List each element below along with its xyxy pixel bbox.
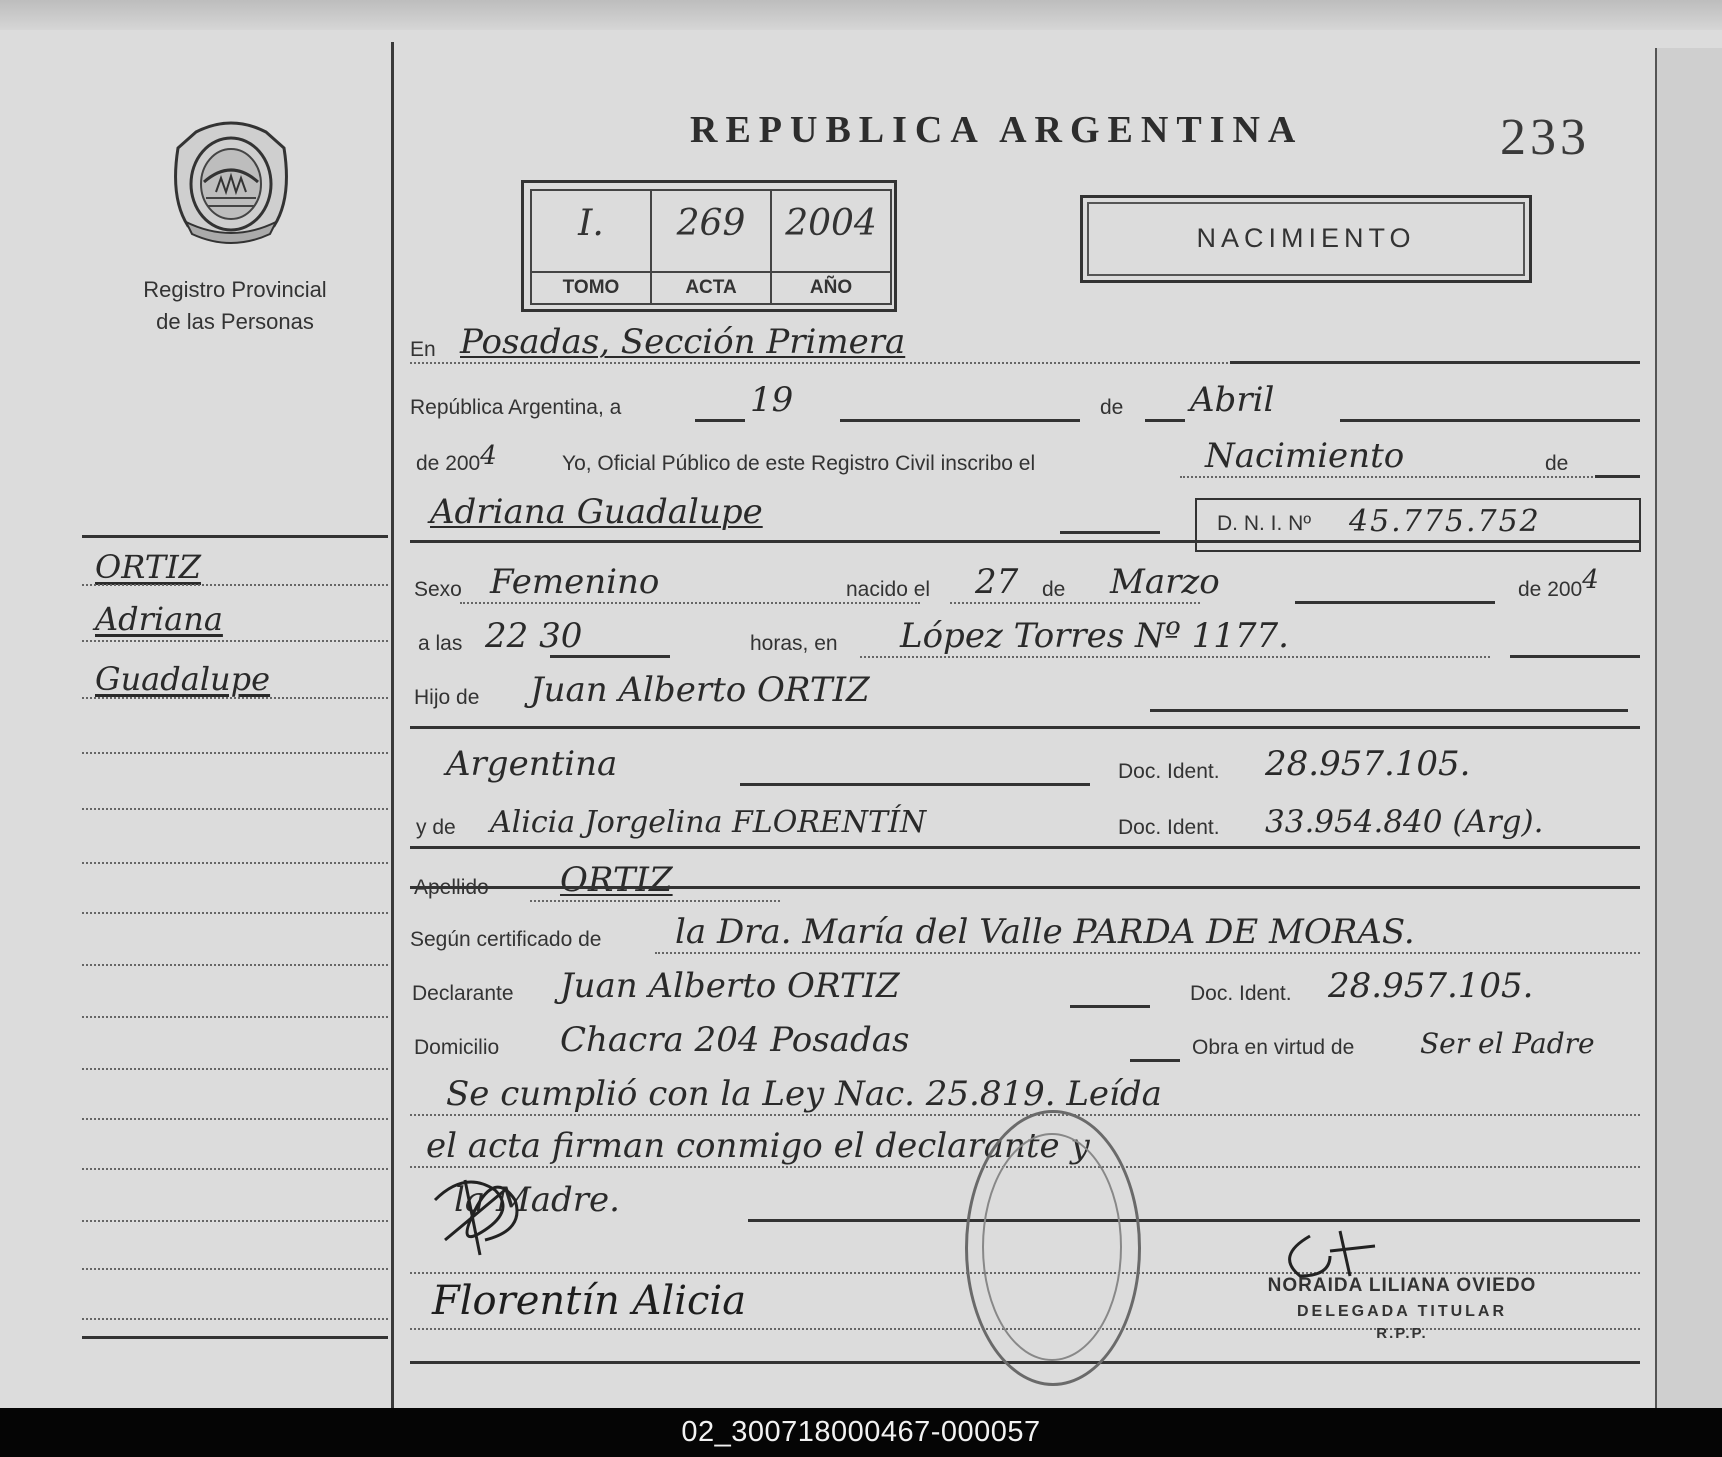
section-rule <box>410 886 1640 889</box>
registry-label <box>110 274 360 338</box>
certificado-label: Según certificado de <box>410 928 602 951</box>
margin-line <box>82 697 388 699</box>
en-label: En <box>410 338 436 361</box>
declarante-value: Juan Alberto ORTIZ <box>560 966 900 1006</box>
padre-value: Juan Alberto ORTIZ <box>530 670 870 710</box>
year-suffix: 4 <box>480 441 497 471</box>
margin-line <box>82 1220 388 1222</box>
tomo-label: TOMO <box>532 271 650 303</box>
official-role: DELEGADA TITULAR <box>1296 1303 1508 1320</box>
footer-filename: 02_300718000467-000057 <box>681 1416 1041 1448</box>
row-declarante <box>410 962 1640 1016</box>
row-nombre <box>410 488 1170 542</box>
section-rule <box>410 726 1640 729</box>
sexo-value: Femenino <box>490 562 660 602</box>
obra-value: Ser el Padre <box>1420 1027 1595 1060</box>
hijo-label: Hijo de <box>414 686 480 709</box>
padre-doc: 28.957.105. <box>1265 744 1471 784</box>
anio-label: AÑO <box>772 271 890 303</box>
certificado-value: la Dra. María del Valle PARDA DE MORAS. <box>675 912 1415 952</box>
hora-value: 22 30 <box>485 616 583 656</box>
footer-bar <box>0 1408 1722 1457</box>
margin-name2: Guadalupe <box>95 660 271 698</box>
margin-line <box>82 808 388 810</box>
madre-value: Alicia Jorgelina FLORENTÍN <box>490 805 927 840</box>
lugar-value: López Torres Nº 1177. <box>900 616 1289 656</box>
apellido-label: Apellido <box>414 876 489 899</box>
horas-label: horas, en <box>750 632 838 655</box>
margin-line <box>82 1016 388 1018</box>
margin-line <box>82 862 388 864</box>
domicilio-label: Domicilio <box>414 1036 500 1059</box>
observaciones-2: el acta firman conmigo el declarante y <box>426 1126 1090 1166</box>
de-label2: de <box>1545 452 1569 475</box>
row-padre-nac <box>410 740 1640 794</box>
section-rule <box>410 540 1640 543</box>
dni-label: D. N. I. Nº <box>1217 512 1312 535</box>
signature-declarante-icon <box>425 1160 545 1260</box>
apellido-value: ORTIZ <box>560 860 673 900</box>
registry-label-line1: Registro Provincial <box>143 277 327 302</box>
margin-rule <box>82 1336 388 1339</box>
record-box <box>521 180 897 312</box>
domicilio-value: Chacra 204 Posadas <box>560 1020 910 1060</box>
en-value: Posadas, Sección Primera <box>460 322 906 362</box>
document-title: REPUBLICA ARGENTINA <box>690 109 1304 151</box>
margin-line <box>82 1268 388 1270</box>
official-name: NORAIDA LILIANA OVIEDO <box>1267 1275 1537 1296</box>
birth-year-suffix: 4 <box>1582 565 1599 595</box>
type-box-label: NACIMIENTO <box>1087 202 1525 276</box>
row-hora <box>410 612 1640 666</box>
anio-cell <box>772 191 890 303</box>
nacido-label: nacido el <box>846 578 931 601</box>
acto-value: Nacimiento <box>1205 436 1405 476</box>
de-label3: de <box>1042 578 1066 601</box>
birth-year <box>1518 565 1599 602</box>
inscribo-text: Yo, Oficial Público de este Registro Civil inscribo el <box>562 452 1036 475</box>
margin-line <box>82 1118 388 1120</box>
margin-rule <box>82 535 388 538</box>
observaciones-1: Se cumplió con la Ley Nac. 25.819. Leída <box>446 1074 1162 1114</box>
padre-nacionalidad: Argentina <box>446 744 618 784</box>
child-name: Adriana Guadalupe <box>430 492 763 532</box>
obra-label: Obra en virtud de <box>1192 1036 1355 1059</box>
birth-year-prefix: de 200 <box>1518 578 1583 601</box>
dni-box <box>1195 498 1641 552</box>
row-fecha <box>410 376 1640 430</box>
dni-value: 45.775.752 <box>1349 504 1541 539</box>
signature-madre: Florentín Alicia <box>432 1278 747 1324</box>
de-label: de <box>1100 396 1124 419</box>
alas-label: a las <box>418 632 463 655</box>
acta-value: 269 <box>676 203 746 244</box>
row-padre <box>410 666 1640 720</box>
margin-line <box>82 1318 388 1320</box>
official-stamp-icon <box>965 1110 1141 1386</box>
margin-line <box>82 912 388 914</box>
sexo-label: Sexo <box>414 578 462 601</box>
margin-surname: ORTIZ <box>95 548 201 586</box>
nacimiento-dia: 27 <box>975 562 1019 602</box>
tomo-cell <box>532 191 652 303</box>
official-initials: R.P.P. <box>1376 1325 1428 1342</box>
observaciones-3: la Madre. <box>454 1180 620 1220</box>
doc-label3: Doc. Ident. <box>1190 982 1292 1005</box>
provincial-seal-icon <box>166 118 296 246</box>
page-edge <box>1655 48 1722 1408</box>
margin-line <box>82 1068 388 1070</box>
yde-label: y de <box>416 816 456 839</box>
margin-line <box>82 584 388 586</box>
margin-divider <box>391 42 394 1408</box>
nacimiento-mes: Marzo <box>1110 562 1220 602</box>
tomo-value: I. <box>578 203 604 244</box>
margin-line <box>82 1168 388 1170</box>
row-sexo <box>410 558 1640 612</box>
madre-doc: 33.954.840 (Arg). <box>1265 804 1544 840</box>
doc-label: Doc. Ident. <box>1118 760 1220 783</box>
anio-prefix <box>416 441 497 476</box>
fecha-mes: Abril <box>1190 380 1275 420</box>
fecha-dia: 19 <box>750 380 794 420</box>
declarante-doc: 28.957.105. <box>1328 966 1534 1006</box>
row-certificado <box>410 908 1640 962</box>
row-lugar <box>410 318 1640 372</box>
official-block <box>1222 1275 1582 1342</box>
row-madre <box>410 796 1640 850</box>
type-box <box>1080 195 1532 283</box>
margin-line <box>82 752 388 754</box>
acta-label: ACTA <box>652 271 770 303</box>
margin-line <box>82 640 388 642</box>
row-domicilio <box>410 1016 1640 1070</box>
folio-number: 233 <box>1500 109 1590 166</box>
doc-label2: Doc. Ident. <box>1118 816 1220 839</box>
top-strip <box>0 0 1722 30</box>
margin-line <box>82 964 388 966</box>
year-prefix: de 200 <box>416 452 481 475</box>
row-inscripcion <box>410 432 1640 486</box>
anio-value: 2004 <box>785 203 877 244</box>
acta-cell <box>652 191 772 303</box>
margin-name1: Adriana <box>95 600 223 638</box>
row-apellido <box>410 856 1640 910</box>
republica-label: República Argentina, a <box>410 396 622 419</box>
declarante-label: Declarante <box>412 982 514 1005</box>
registry-label-line2: de las Personas <box>156 309 314 334</box>
section-rule <box>410 846 1640 849</box>
signature-official-icon <box>1270 1226 1380 1282</box>
